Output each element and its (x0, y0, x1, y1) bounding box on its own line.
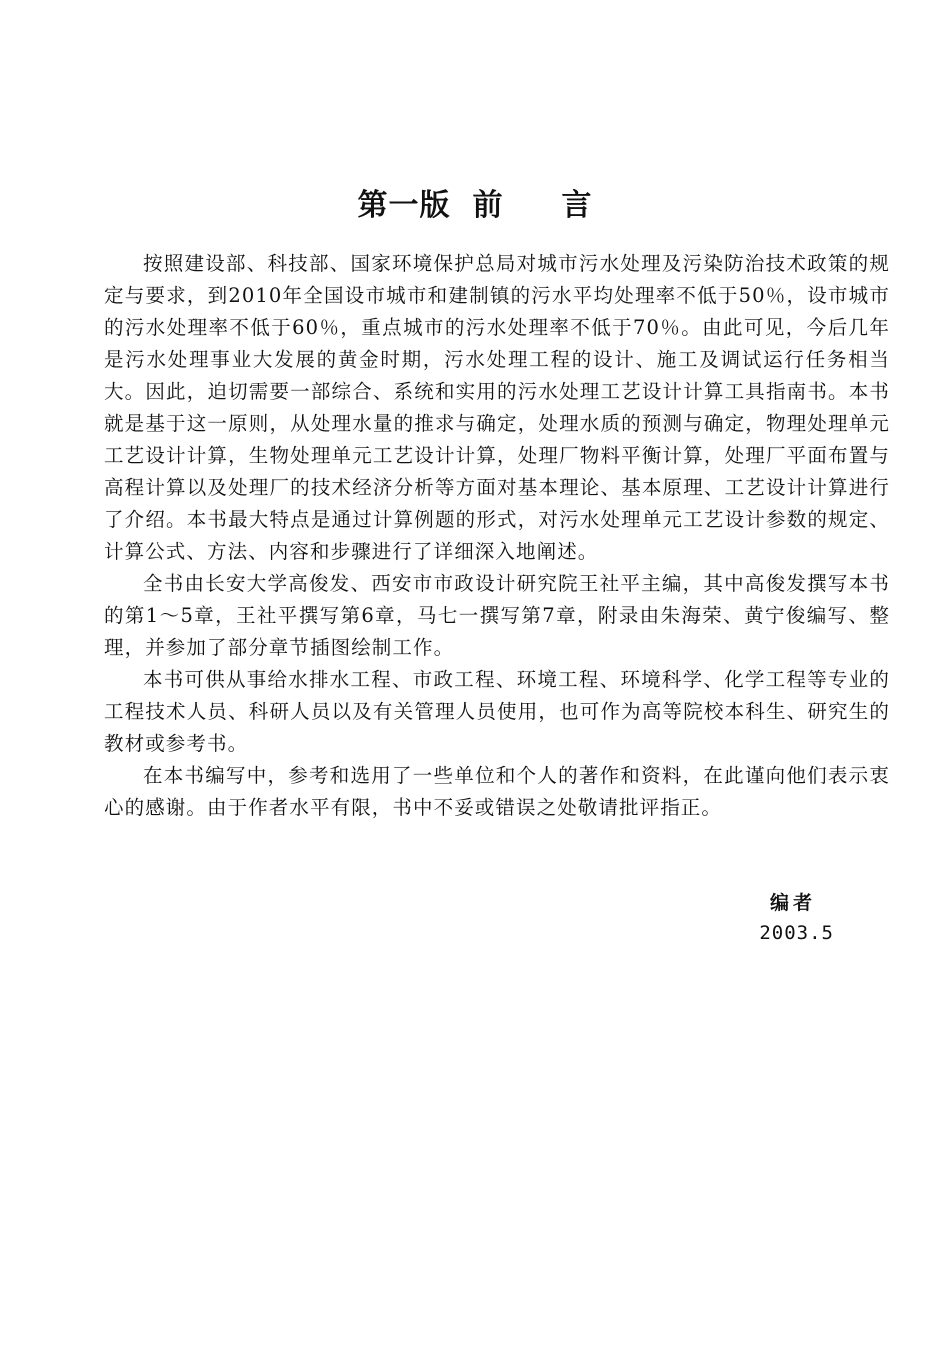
title-edition: 第一版 (357, 188, 451, 223)
paragraph: 本书可供从事给水排水工程、市政工程、环境工程、环境科学、化学工程等专业的工程技术人员、科研人员以及有关管理人员使用，也可作为高等院校本科生、研究生的教材或参考书。 (104, 668, 890, 755)
title-word-1: 前 (472, 188, 504, 223)
title-word-2: 言 (561, 188, 593, 223)
paragraph: 按照建设部、科技部、国家环境保护总局对城市污水处理及污染防治技术政策的规定与要求，到2010年全国设市城市和建制镇的污水平均处理率不低于50％，设市城市的污水处理率不低于60％，重点城市的污水处理率不低于70％。由此可见，今后几年是污水处理事业大发展的黄金时期，污水处理工程的设计、施工及调试运行任务相当大。因此，迫切需要一部综合、系统和实用的污水处理工艺设计计算工具指南书。本书就是基于这一原则，从处理水量的推求与确定，处理水质的预测与确定，物理处理单元工艺设计计算，生物处理单元工艺设计计算，处理厂物料平衡计算，处理厂平面布置与高程计算以及处理厂的技术经济分析等方面对基本理论、基本原理、工艺设计计算进行了介绍。本书最大特点是通过计算例题的形式，对污水处理单元工艺设计参数的规定、计算公式、方法、内容和步骤进行了详细深入地阐述。 (104, 252, 890, 563)
preface-body (104, 248, 890, 824)
page-title (0, 186, 950, 226)
author-signature: 编者 (769, 892, 816, 914)
paragraph: 在本书编写中，参考和选用了一些单位和个人的著作和资料，在此谨向他们表示衷心的感谢。由于作者水平有限，书中不妥或错误之处敬请批评指正。 (104, 764, 890, 819)
signature-block (759, 888, 838, 948)
signature-date: 2003.5 (759, 922, 834, 944)
paragraph: 全书由长安大学高俊发、西安市市政设计研究院王社平主编，其中高俊发撰写本书的第1～5章，王社平撰写第6章，马七一撰写第7章，附录由朱海荣、黄宁俊编写、整理，并参加了部分章节插图绘制工作。 (104, 572, 890, 659)
